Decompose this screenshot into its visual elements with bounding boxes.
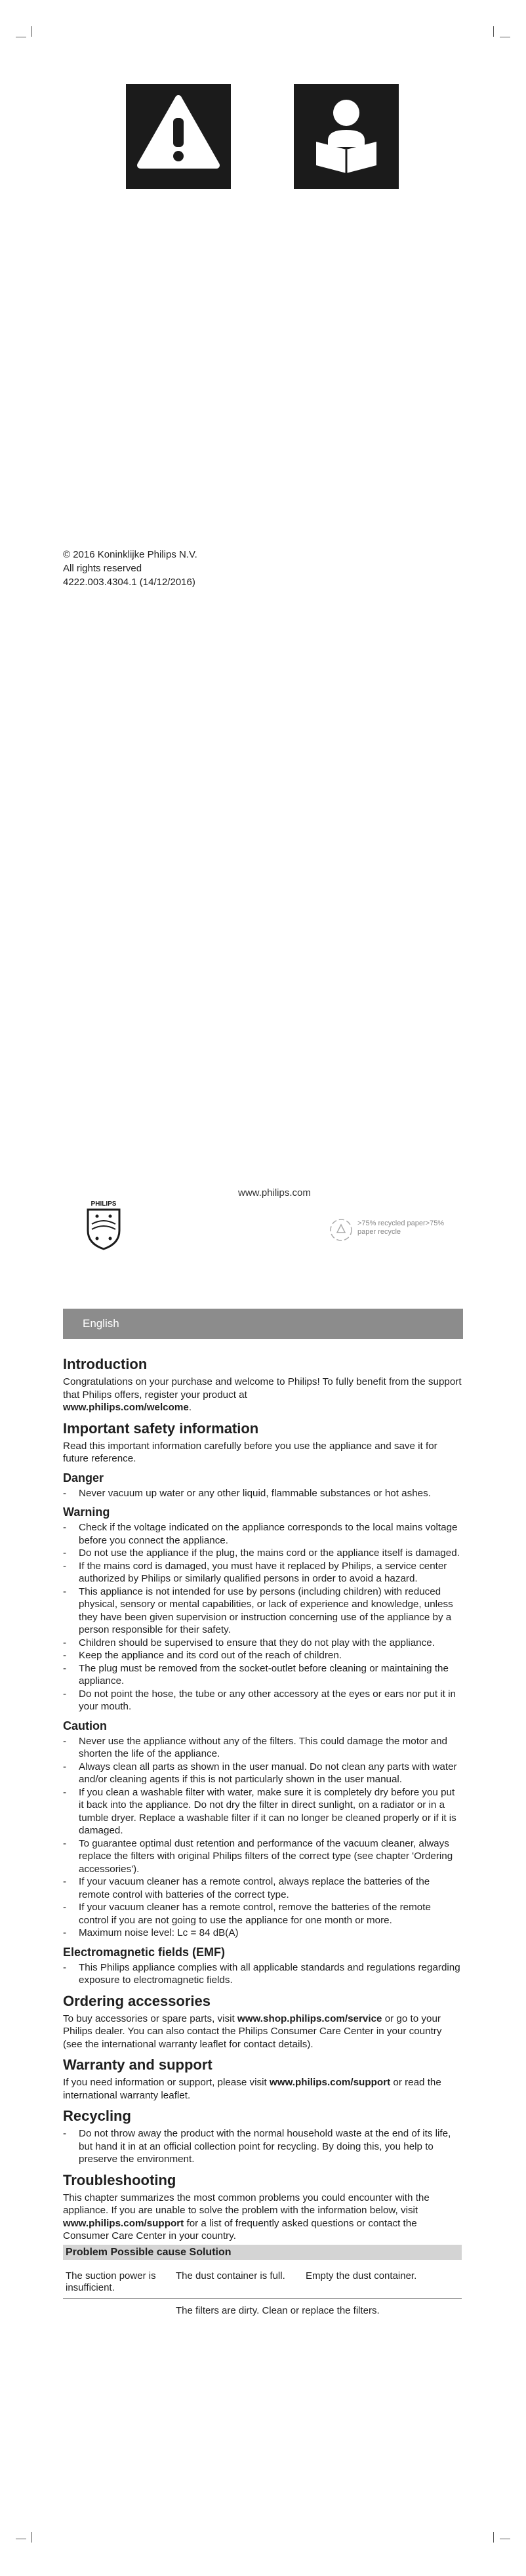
- language-bar: English: [63, 1309, 463, 1339]
- introduction-text: [63, 1376, 462, 1414]
- intro-body: Congratulations on your purchase and welcome to Philips! To fully benefit from the support that Philips offers, register your product at: [63, 1376, 462, 1400]
- list-item: - Always clean all parts as shown in the user manual. Do not clean any parts with water and/or cleaning agents if this is not particularly shown in the user manual.: [63, 1761, 457, 1785]
- troubleshooting-table: [63, 2245, 462, 2321]
- intro-end: .: [188, 1402, 192, 1413]
- support-link[interactable]: www.philips.com/support: [63, 2217, 184, 2229]
- recycling-list: [63, 2127, 462, 2166]
- support-link[interactable]: www.philips.com/support: [269, 2077, 391, 2088]
- warning-heading: Warning: [63, 1505, 110, 1519]
- shop-link[interactable]: www.shop.philips.com/service: [237, 2013, 382, 2024]
- warning-icon: [126, 84, 231, 189]
- list-item: - To guarantee optimal dust retention and performance of the vacuum cleaner, always replace the filters with original Philips filters of the correct type (see chapter 'Ordering accessories').: [63, 1837, 453, 1875]
- welcome-link[interactable]: www.philips.com/welcome: [63, 1402, 189, 1413]
- copyright-block: [63, 548, 197, 589]
- emf-list: [63, 1961, 462, 1987]
- list-item: - This appliance is not intended for use by persons (including children) with reduced physical, sensory or mental capabilities, or lack of experience and knowledge, unless they have been given supervision or instruction concerning use of the appliance by a person responsible for their safety.: [63, 1585, 453, 1635]
- list-item: - Children should be supervised to ensure that they do not play with the appliance.: [63, 1637, 435, 1648]
- list-item: - Do not use the appliance if the plug, the mains cord or the appliance itself is damaged.: [63, 1547, 460, 1559]
- recycle-line: paper recycle: [357, 1228, 401, 1236]
- table-row: [63, 2299, 462, 2321]
- list-item: - Do not point the hose, the tube or any other accessory at the eyes or ears nor put it in your mouth.: [63, 1688, 456, 1712]
- copyright-line: All rights reserved: [63, 563, 142, 574]
- list-item: - Check if the voltage indicated on the appliance corresponds to the local mains voltage before you connect the appliance.: [63, 1522, 458, 1546]
- list-item: - If your vacuum cleaner has a remote control, always replace the batteries of the remote control with batteries of the correct type.: [63, 1876, 430, 1900]
- table-row: [63, 2260, 462, 2299]
- problem-cell: The suction power is insufficient.: [63, 2260, 173, 2299]
- list-item: - If your vacuum cleaner has a remote control, remove the batteries of the remote control if you are not going to use the appliance for one month or more.: [63, 1902, 431, 1926]
- cause-cell: The dust container is full.: [173, 2260, 303, 2299]
- list-item: - Keep the appliance and its cord out of the reach of children.: [63, 1650, 342, 1661]
- danger-list: [63, 1487, 462, 1500]
- copyright-line: © 2016 Koninklijke Philips N.V.: [63, 549, 197, 560]
- recycle-text: [357, 1219, 444, 1237]
- table-header: Problem Possible cause Solution: [63, 2245, 462, 2260]
- recycle-icon: [328, 1217, 354, 1243]
- problem-cell: [63, 2299, 173, 2321]
- warranty-heading: Warranty and support: [63, 2056, 212, 2073]
- read-manual-icon: [294, 84, 399, 189]
- list-item: - If the mains cord is damaged, you must have it replaced by Philips, a service center authorized by Philips or similarly qualified persons in order to avoid a hazard.: [63, 1560, 447, 1584]
- website-url[interactable]: www.philips.com: [238, 1187, 311, 1198]
- safety-text: Read this important information carefully before you use the appliance and save it for future reference.: [63, 1440, 437, 1464]
- copyright-line: 4222.003.4304.1 (14/12/2016): [63, 577, 195, 588]
- philips-logo: [84, 1198, 123, 1250]
- crop-mark: [31, 26, 32, 37]
- crop-mark: [493, 26, 494, 37]
- list-item: - If you clean a washable filter with water, make sure it is completely dry before you put it back into the appliance. Do not dry the filter in direct sunlight, on a radiator or in a tumble dryer. Replace a washable filter if it can no longer be cleaned properly or if it is damaged.: [63, 1786, 456, 1836]
- list-item: - Never vacuum up water or any other liquid, flammable substances or hot ashes.: [63, 1487, 431, 1499]
- cause-solution-cell: The filters are dirty. Clean or replace the filters.: [176, 2305, 380, 2316]
- safety-heading: Important safety information: [63, 1420, 259, 1437]
- solution-cell: Empty the dust container.: [303, 2260, 462, 2299]
- troubleshooting-heading: Troubleshooting: [63, 2171, 176, 2188]
- accessories-heading: Ordering accessories: [63, 1992, 211, 2009]
- recycle-line: >75% recycled paper>75%: [357, 1219, 445, 1227]
- list-item: - Do not throw away the product with the normal household waste at the end of its life, but hand it in at an official collection point for recycling. By doing this, you help to preserve the environment.: [63, 2128, 451, 2165]
- accessories-text: To buy accessories or spare parts, visit www.shop.philips.com/service or go to your Philips dealer. You can also contact the Philips Consumer Care Center in your country (see the international warranty leaflet for contact details).: [63, 2013, 442, 2050]
- list-item: - The plug must be removed from the socket-outlet before cleaning or maintaining the appliance.: [63, 1662, 449, 1687]
- caution-heading: Caution: [63, 1719, 107, 1732]
- danger-heading: Danger: [63, 1471, 104, 1484]
- caution-list: [63, 1735, 462, 1940]
- logo-text: PHILIPS: [91, 1200, 117, 1208]
- list-item: - This Philips appliance complies with all applicable standards and regulations regarding exposure to electromagnetic fields.: [63, 1961, 460, 1986]
- manual-content: [63, 1350, 462, 2321]
- crop-mark: [493, 2532, 494, 2543]
- recycling-heading: Recycling: [63, 2108, 131, 2124]
- introduction-heading: Introduction: [63, 1356, 148, 1372]
- warning-list: [63, 1521, 462, 1713]
- crop-mark: [31, 2532, 32, 2543]
- list-item: - Never use the appliance without any of the filters. This could damage the motor and shorten the life of the appliance.: [63, 1735, 447, 1759]
- emf-heading: Electromagnetic fields (EMF): [63, 1945, 226, 1959]
- warranty-text: If you need information or support, please visit www.philips.com/support or read the international warranty leaflet.: [63, 2077, 441, 2101]
- troubleshooting-text: This chapter summarizes the most common problems you could encounter with the appliance. If you are unable to solve the problem with the information below, visit www.philips.com/support for a list of frequently asked questions or contact the Consumer Care Center in your country.: [63, 2192, 430, 2241]
- list-item: - Maximum noise level: Lc = 84 dB(A): [63, 1927, 239, 1938]
